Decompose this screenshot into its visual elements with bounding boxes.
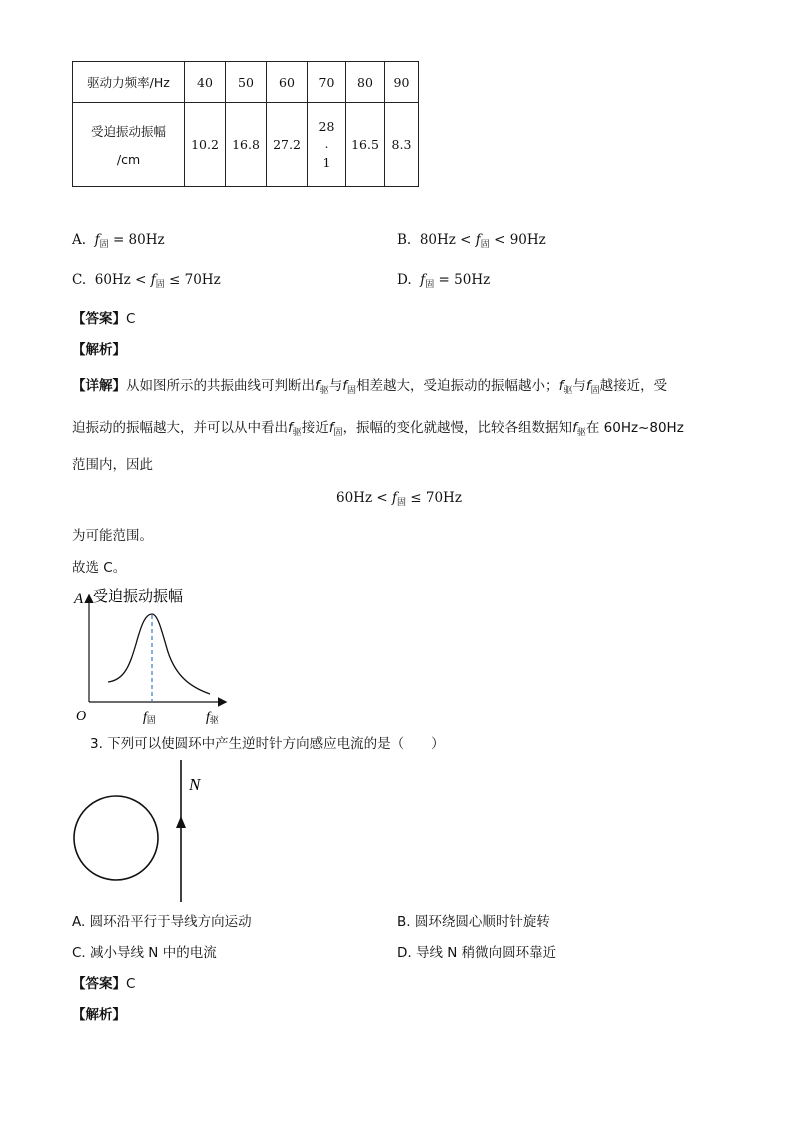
freq-cell: 40 [185,62,226,103]
current-arrow-icon [176,816,186,828]
q3-option-c[interactable]: C. 减小导线 N 中的电流 [72,945,217,961]
amp-split-dot: . [324,136,329,151]
origin-label: O [76,709,87,724]
graph-title: 受迫振动振幅 [93,587,184,605]
q2-analysis-label: 【解析】 [72,342,126,358]
f-drive-label: f驱 [206,710,219,726]
amp-cell: 27.2 [267,103,308,187]
q2-detail-line1: 【详解】从如图所示的共振曲线可判断出$f_驱$与$f_固$相差越大，受迫振动的振幅越小；$f_驱$与$f_固$越接近，受 [72,378,668,396]
amp-header-line1: 受迫振动振幅 [90,124,166,139]
circular-ring [74,796,158,880]
q3-stem: 3. 下列可以使圆环中产生逆时针方向感应电流的是（ ） [90,736,445,752]
amp-split-int: 28 [318,119,335,134]
amp-split-tail: 1 [322,155,331,170]
row-header-frequency: 驱动力频率/Hz [73,62,185,103]
y-axis-label: A [74,591,84,607]
q2-detail-line3: 范围内，因此 [72,457,153,473]
q3-option-b[interactable]: B. 圆环绕圆心顺时针旋转 [397,914,550,930]
ring-wire-diagram [70,760,250,908]
q2-detail-line5: 故选 C。 [72,560,127,576]
amp-header-line2: /cm [116,152,141,167]
freq-cell: 60 [267,62,308,103]
q2-detail-line2: 迫振动的振幅越大，并可以从中看出$f_驱$接近$f_固$，振幅的变化就越慢，比较各组数据知$f_驱$在 60Hz~80Hz [72,420,684,438]
q2-formula: $60Hz < f_固 \le 70Hz$ [336,490,462,508]
resonance-curve-graph [70,584,240,729]
option-c[interactable]: C. $60Hz < f_固 \le 70Hz$ [72,272,221,290]
option-a[interactable]: A. $f_固 = 80Hz$ [72,232,165,250]
freq-cell: 90 [385,62,419,103]
amp-cell: 8.3 [385,103,419,187]
row-header-amplitude [73,103,185,187]
q2-answer: 【答案】C [72,311,136,327]
amp-cell: 16.5 [346,103,385,187]
f-fixed-label: f固 [143,710,156,726]
q3-option-a[interactable]: A. 圆环沿平行于导线方向运动 [72,914,252,930]
q3-option-d[interactable]: D. 导线 N 稍微向圆环靠近 [397,945,557,961]
wire-label: N [189,775,201,794]
freq-cell: 50 [226,62,267,103]
q3-analysis-label: 【解析】 [72,1007,126,1023]
freq-cell: 70 [308,62,346,103]
amp-cell: 16.8 [226,103,267,187]
option-d[interactable]: D. $f_固 = 50Hz$ [397,272,491,290]
amp-cell: 10.2 [185,103,226,187]
resonance-curve [108,614,210,694]
option-b[interactable]: B. $80Hz < f_固 < 90Hz$ [397,232,546,250]
freq-cell: 80 [346,62,385,103]
amp-cell-split [308,103,346,187]
q3-answer: 【答案】C [72,976,136,992]
frequency-amplitude-table [72,61,419,187]
q2-detail-line4: 为可能范围。 [72,528,153,544]
